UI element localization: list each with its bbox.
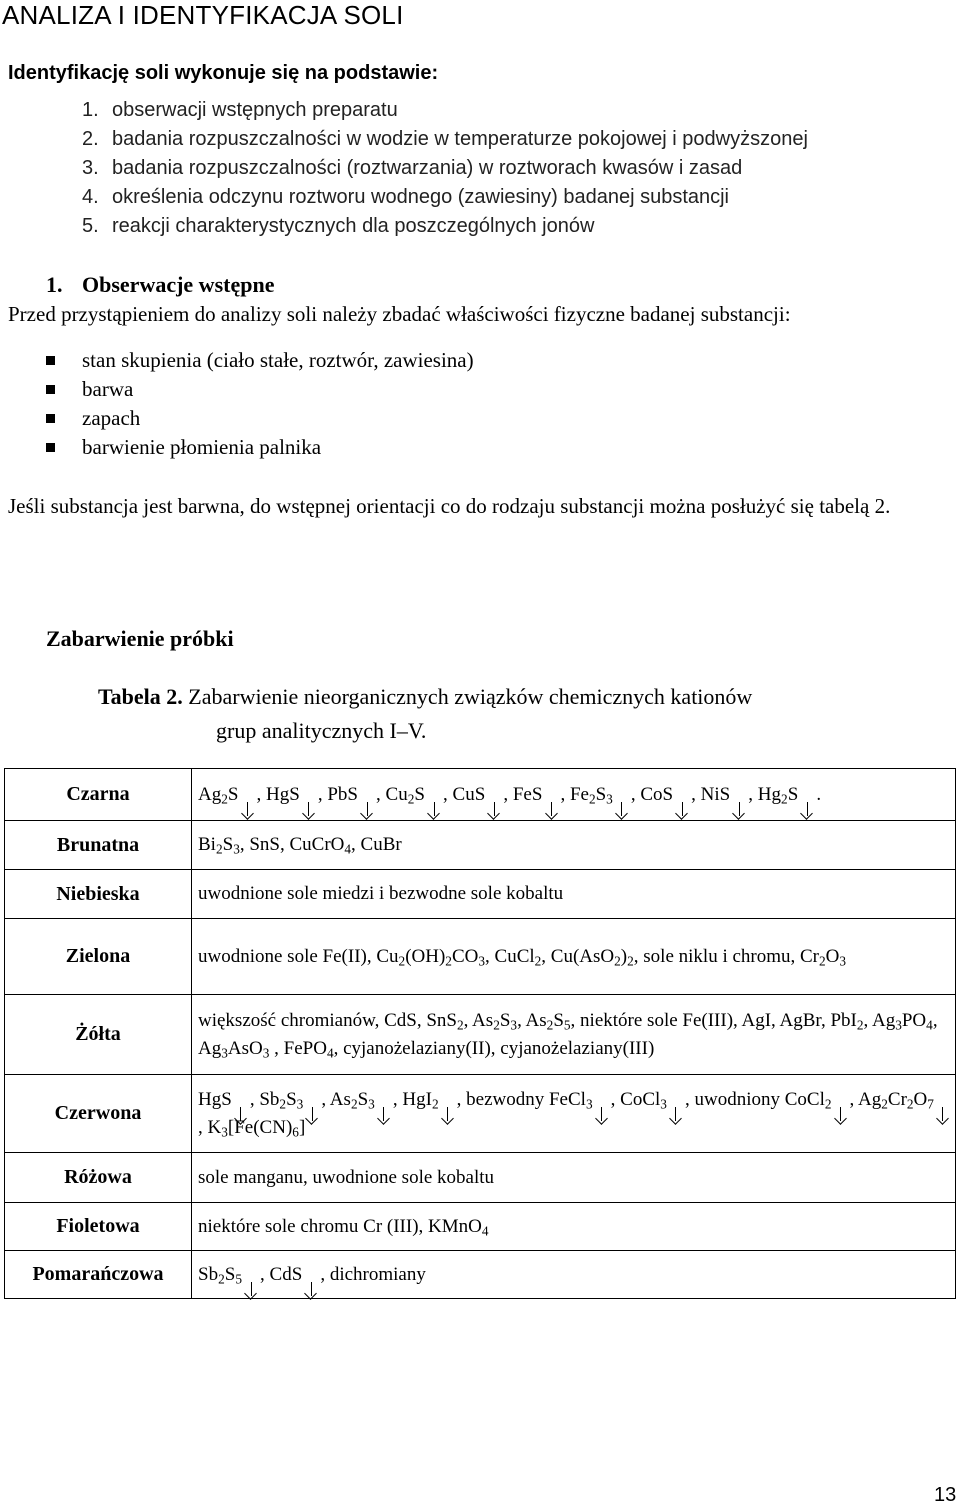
page-number: 13 bbox=[934, 1484, 957, 1506]
table-row bbox=[5, 769, 956, 821]
compounds-cell: $Ag_2S$ , HgS , PbS , $Cu_2S$ , CuS , FeS , $Fe_2S_3$ , CoS , NiS , $Hg_2S$ . bbox=[192, 769, 956, 821]
compounds-cell: uwodnione sole miedzi i bezwodne sole kobaltu bbox=[192, 870, 956, 919]
color-name: Fioletowa bbox=[5, 1203, 192, 1251]
intro-text: Identyfikację soli wykonuje się na podstawie: bbox=[8, 62, 439, 84]
square-bullet-icon bbox=[46, 414, 55, 423]
list-item: 1. obserwacji wstępnych preparatu bbox=[82, 99, 398, 121]
color-note: Jeśli substancja jest barwna, do wstępnej orientacji co do rodzaju substancji można posłużyć się tabelą 2. bbox=[8, 494, 891, 518]
compounds-cell: niektóre sole chromu Cr (III), KMnO$_4$ bbox=[192, 1203, 956, 1251]
compounds-cell: sole manganu, uwodnione sole kobaltu bbox=[192, 1153, 956, 1203]
compounds-cell: większość chromianów, CdS, SnS$_2$, $As_2S_3$, $As_2S_5$, niektóre sole Fe(III), AgI, AgBr, PbI$_2$, $Ag_3PO_4$, $Ag_3AsO_3$ , FePO$_4$, cyjanożelaziany(II), cyjanożelaziany(III) bbox=[192, 995, 956, 1075]
square-bullet-icon bbox=[46, 385, 55, 394]
table-row bbox=[5, 821, 956, 870]
table-row bbox=[5, 995, 956, 1075]
section-heading: 1. Obserwacje wstępne bbox=[46, 272, 275, 297]
color-table bbox=[4, 768, 956, 1299]
document-title: ANALIZA I IDENTYFIKACJA SOLI bbox=[2, 0, 404, 30]
compounds-cell: uwodnione sole Fe(II), $Cu_2(OH)_2CO_3$, CuCl$_2$, $Cu(AsO_2)_2$, sole niklu i chromu, $Cr_2O_3$ bbox=[192, 919, 956, 995]
square-bullet-icon bbox=[46, 443, 55, 452]
compounds-cell: $Bi_2S_3$, SnS, CuCrO$_4$, CuBr bbox=[192, 821, 956, 870]
list-item: 4. określenia odczynu roztworu wodnego (zawiesiny) badanej substancji bbox=[82, 186, 730, 208]
list-item: 3. badania rozpuszczalności (roztwarzania) w roztworach kwasów i zasad bbox=[82, 157, 743, 179]
table-row bbox=[5, 1153, 956, 1203]
subheading: Zabarwienie próbki bbox=[46, 626, 234, 651]
color-name: Brunatna bbox=[5, 821, 192, 870]
table-row bbox=[5, 919, 956, 995]
color-name: Żółta bbox=[5, 995, 192, 1075]
color-name: Różowa bbox=[5, 1153, 192, 1203]
compounds-cell: $Sb_2S_5$ , CdS , dichromiany bbox=[192, 1251, 956, 1299]
list-item: 2. badania rozpuszczalności w wodzie w temperaturze pokojowej i podwyższonej bbox=[82, 128, 808, 150]
color-name: Niebieska bbox=[5, 870, 192, 919]
color-name: Czerwona bbox=[5, 1075, 192, 1153]
square-bullet-icon bbox=[46, 356, 55, 365]
physical-properties-list bbox=[46, 346, 474, 462]
list-item: zapach bbox=[46, 404, 474, 433]
compounds-cell: HgS , $Sb_2S_3$ , $As_2S_3$ , HgI$_2$ , bezwodny FeCl$_3$ , CoCl$_3$ , uwodniony CoCl$_2$ , $Ag_2Cr_2O_7$, $K_3[Fe(CN)_6]$ bbox=[192, 1075, 956, 1153]
table-row bbox=[5, 1251, 956, 1299]
list-item: barwienie płomienia palnika bbox=[46, 433, 474, 462]
list-item: stan skupienia (ciało stałe, roztwór, zawiesina) bbox=[46, 346, 474, 375]
color-name: Zielona bbox=[5, 919, 192, 995]
table-caption: Tabela 2. Zabarwienie nieorganicznych związków chemicznych kationów grup analitycznych I–V. bbox=[98, 684, 753, 743]
section-intro: Przed przystąpieniem do analizy soli należy zbadać właściwości fizyczne badanej substancji: bbox=[8, 302, 791, 326]
color-name: Czarna bbox=[5, 769, 192, 821]
list-item: 5. reakcji charakterystycznych dla poszczególnych jonów bbox=[82, 215, 595, 237]
list-item: barwa bbox=[46, 375, 474, 404]
table-row bbox=[5, 1203, 956, 1251]
identification-basis-list bbox=[82, 96, 808, 241]
table-row bbox=[5, 870, 956, 919]
table-row bbox=[5, 1075, 956, 1153]
color-name: Pomarańczowa bbox=[5, 1251, 192, 1299]
